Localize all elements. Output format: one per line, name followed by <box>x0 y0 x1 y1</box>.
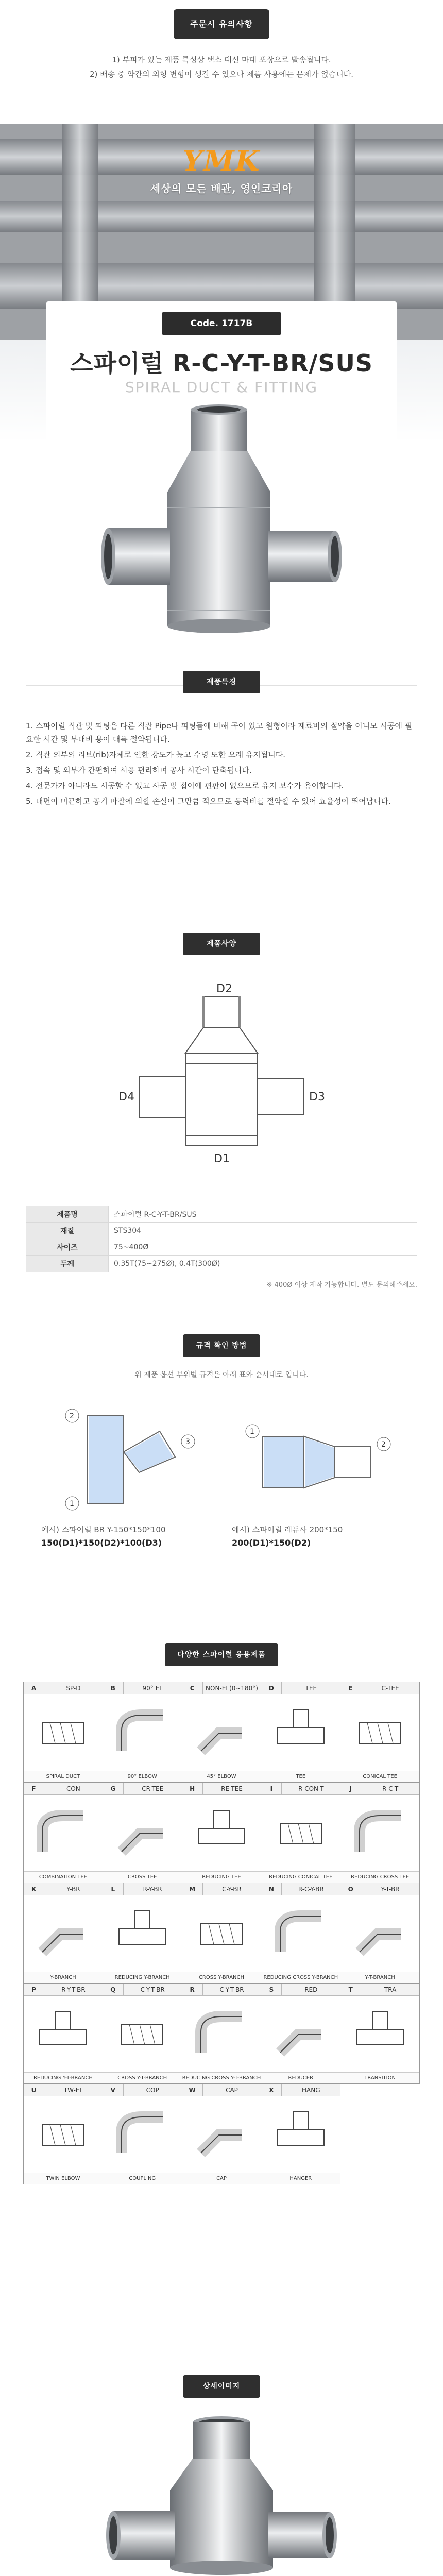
type-abbr: R-CON-T <box>298 1785 324 1792</box>
type-code: S <box>261 1984 282 1995</box>
type-abbr: TRA <box>384 1986 397 1993</box>
type-drawing <box>349 1901 411 1968</box>
product-type-cell <box>182 1783 262 1883</box>
product-type-cell <box>182 2084 262 2184</box>
type-abbr: TEE <box>305 1685 317 1692</box>
product-type-grid <box>23 1682 420 2184</box>
type-abbr: Y-T-BR <box>381 1886 400 1893</box>
spec-value: 75~400Ø <box>109 1239 417 1256</box>
type-header <box>261 1783 340 1795</box>
type-code: V <box>103 2084 124 2096</box>
example-size: 150(D1)*150(D2)*100(D3) <box>41 1538 162 1548</box>
type-abbr: RED <box>304 1986 318 1993</box>
example-reducer <box>232 1395 402 1548</box>
type-drawing <box>349 1800 411 1867</box>
type-abbr: CAP <box>226 2087 238 2094</box>
type-drawing <box>111 1800 173 1867</box>
type-header <box>340 1984 419 1996</box>
type-label: TWIN ELBOW <box>24 2173 103 2184</box>
product-type-cell <box>261 1984 340 2084</box>
type-label: CROSS TEE <box>103 1871 182 1883</box>
features-section <box>0 654 443 933</box>
type-abbr: COP <box>146 2087 159 2094</box>
detail-image-top <box>88 2413 355 2576</box>
type-label: SPIRAL DUCT <box>24 1771 103 1782</box>
type-abbr: NON-EL(0~180°) <box>206 1685 258 1692</box>
product-card <box>46 301 397 641</box>
product-code: Code. 1717B <box>162 312 281 335</box>
reducer-diagram <box>232 1395 402 1519</box>
product-type-cell <box>103 1783 182 1883</box>
spec-section <box>0 1195 443 1319</box>
type-code: W <box>182 2084 203 2096</box>
type-abbr: SP-D <box>66 1685 81 1692</box>
type-code: D <box>261 1682 282 1694</box>
type-label: CROSS Y-BRANCH <box>182 1972 261 1983</box>
feature-item: 1. 스파이럴 직관 및 피팅은 다른 직관 Pipe나 피팅들에 비해 곡이 있고 원형이라 재료비의 절약을 이니모 시공에 필요한 시간 및 부대비 용이 대폭 절약됩니다. <box>26 721 413 744</box>
example-label: 3 <box>185 1438 190 1446</box>
sizecheck-title: 규격 확인 방법 <box>183 1334 260 1357</box>
type-abbr: C-Y-T-BR <box>219 1986 244 1993</box>
type-drawing <box>191 1700 252 1767</box>
spec-key: 두께 <box>26 1256 109 1272</box>
product-type-cell <box>182 1984 262 2084</box>
order-notice-section <box>0 0 443 124</box>
type-code: M <box>182 1883 203 1895</box>
type-code: A <box>24 1682 44 1694</box>
type-abbr: C-Y-BR <box>222 1886 242 1893</box>
product-type-cell <box>340 1783 420 1883</box>
type-header <box>24 2084 103 2096</box>
type-code: I <box>261 1783 282 1794</box>
spec-note: ※ 400Ø 이상 제작 가능합니다. 별도 문의해주세요. <box>266 1281 417 1289</box>
type-label: HANGER <box>261 2173 340 2184</box>
type-label: REDUCING TEE <box>182 1871 261 1883</box>
type-drawing <box>270 1901 332 1968</box>
spec-table <box>26 1206 417 1272</box>
type-drawing <box>32 1800 94 1867</box>
type-code: C <box>182 1682 203 1694</box>
type-drawing <box>191 2001 252 2068</box>
type-drawing <box>32 2001 94 2068</box>
type-header <box>103 1783 182 1795</box>
type-code: R <box>182 1984 203 1995</box>
type-abbr: R-Y-T-BR <box>61 1986 86 1993</box>
applied-products-section <box>0 1628 443 2360</box>
type-abbr: CON <box>66 1785 80 1792</box>
spec-key: 사이즈 <box>26 1239 109 1256</box>
type-abbr: HANG <box>302 2087 320 2094</box>
type-code: X <box>261 2084 282 2096</box>
table-row <box>26 1256 417 1272</box>
product-type-cell <box>340 1883 420 1984</box>
product-type-cell <box>24 2084 103 2184</box>
logo-mark: YMK <box>182 144 261 177</box>
sizecheck-examples <box>41 1395 402 1548</box>
type-header <box>182 1883 261 1895</box>
spec-value: 스파이럴 R-C-Y-T-BR/SUS <box>109 1206 417 1223</box>
product-type-cell <box>103 1984 182 2084</box>
type-label: REDUCING CROSS TEE <box>340 1871 419 1883</box>
product-type-cell <box>103 2084 182 2184</box>
size-check-section <box>0 1319 443 1628</box>
type-header <box>24 1783 103 1795</box>
type-label: CONICAL TEE <box>340 1771 419 1782</box>
features-list <box>26 719 417 808</box>
spec-key: 제품명 <box>26 1206 109 1223</box>
product-type-cell <box>340 1682 420 1783</box>
feature-item: 5. 내면이 미끈하고 공기 마찰에 의할 손실이 그만큼 적으므로 동력비를 절약할 수 있어 효율성이 뛰어납니다. <box>26 796 391 806</box>
spec-value: STS304 <box>109 1223 417 1239</box>
type-header <box>261 2084 340 2096</box>
type-abbr: C-Y-T-BR <box>140 1986 165 1993</box>
type-header <box>103 2084 182 2096</box>
type-abbr: CR-TEE <box>142 1785 164 1792</box>
type-label: REDUCING Y-T-BRANCH <box>24 2072 103 2083</box>
type-drawing <box>349 2001 411 2068</box>
type-label: 45° ELBOW <box>182 1771 261 1782</box>
example-caption: 예시) 스파이럴 레듀사 200*150 <box>232 1525 343 1534</box>
type-header <box>340 1883 419 1895</box>
type-header <box>24 1883 103 1895</box>
type-label: REDUCING CONICAL TEE <box>261 1871 340 1883</box>
type-label: REDUCING Y-BRANCH <box>103 1972 182 1983</box>
type-drawing <box>191 2102 252 2168</box>
type-label: Y-T-BRANCH <box>340 1972 419 1983</box>
product-type-cell <box>24 1984 103 2084</box>
type-abbr: C-TEE <box>381 1685 399 1692</box>
type-drawing <box>32 2102 94 2168</box>
type-label: 90° ELBOW <box>103 1771 182 1782</box>
product-type-cell <box>24 1783 103 1883</box>
type-drawing <box>191 1800 252 1867</box>
label-d3: D3 <box>309 1091 325 1104</box>
product-type-cell <box>261 1883 340 1984</box>
example-label: 2 <box>70 1412 74 1420</box>
example-y-branch <box>41 1395 211 1548</box>
type-header <box>261 1984 340 1996</box>
label-d2: D2 <box>216 982 232 995</box>
type-code: P <box>24 1984 44 1995</box>
type-code: K <box>24 1883 44 1895</box>
type-code: E <box>340 1682 361 1694</box>
table-row <box>26 1206 417 1223</box>
type-code: N <box>261 1883 282 1895</box>
type-drawing <box>270 1700 332 1767</box>
product-type-cell <box>261 1682 340 1783</box>
product-type-cell <box>182 1883 262 1984</box>
product-type-cell <box>103 1682 182 1783</box>
type-header <box>24 1984 103 1996</box>
type-header <box>103 1984 182 1996</box>
example-label: 1 <box>70 1500 74 1508</box>
product-type-cell <box>340 1984 420 2084</box>
shape-title: 제품사양 <box>183 933 260 955</box>
type-drawing <box>270 2102 332 2168</box>
type-drawing <box>32 1700 94 1767</box>
label-d1: D1 <box>214 1153 230 1165</box>
product-type-cell <box>103 1883 182 1984</box>
type-drawing <box>270 1800 332 1867</box>
product-type-cell <box>182 1682 262 1783</box>
product-subtitle: SPIRAL DUCT & FITTING <box>125 379 318 396</box>
type-abbr: R-C-Y-BR <box>298 1886 324 1893</box>
type-header <box>261 1883 340 1895</box>
type-drawing <box>349 1700 411 1767</box>
feature-item: 3. 접속 및 외부가 간편하여 시공 편리하며 공사 시간이 단축됩니다. <box>26 766 252 775</box>
notice-title: 주문시 유의사항 <box>174 9 269 39</box>
brand-tagline: 세상의 모든 배관, 영인코리아 <box>150 182 293 195</box>
table-row <box>26 1223 417 1239</box>
type-code: U <box>24 2084 44 2096</box>
type-header <box>182 1783 261 1795</box>
detail-images-section <box>0 2360 443 2576</box>
type-code: G <box>103 1783 124 1794</box>
features-title: 제품특징 <box>183 671 260 693</box>
type-label: CAP <box>182 2173 261 2184</box>
type-drawing <box>111 2001 173 2068</box>
type-code: H <box>182 1783 203 1794</box>
feature-item: 2. 직관 외부의 리브(rib)자체로 인한 강도가 높고 수명 또한 오래 유지됩니다. <box>26 750 286 759</box>
type-label: REDUCING CROSS Y-BRANCH <box>261 1972 340 1983</box>
spec-value: 0.35T(75~275Ø), 0.4T(300Ø) <box>109 1256 417 1272</box>
type-label: Y-BRANCH <box>24 1972 103 1983</box>
type-code: Q <box>103 1984 124 1995</box>
type-label: TRANSITION <box>340 2072 419 2083</box>
type-drawing <box>111 2102 173 2168</box>
type-abbr: RE-TEE <box>221 1785 243 1792</box>
notice-line-1: 1) 부피가 있는 제품 특성상 택소 대신 마대 포장으로 발송됩니다. <box>112 55 331 64</box>
type-header <box>182 2084 261 2096</box>
example-label: 2 <box>381 1440 386 1449</box>
sizecheck-lead: 위 제품 옵션 부위별 규격은 아래 표와 순서대로 입니다. <box>134 1371 309 1379</box>
type-label: CROSS Y-T-BRANCH <box>103 2072 182 2083</box>
type-drawing <box>191 1901 252 1968</box>
type-drawing <box>111 1901 173 1968</box>
notice-line-2: 2) 배송 중 약간의 외형 변형이 생길 수 있으나 제품 사용에는 문제가 없습니다. <box>89 70 354 79</box>
type-code: J <box>340 1783 361 1794</box>
type-code: F <box>24 1783 44 1794</box>
type-abbr: TW-EL <box>63 2087 83 2094</box>
product-type-cell <box>261 1783 340 1883</box>
type-header <box>340 1682 419 1694</box>
type-code: T <box>340 1984 361 1995</box>
type-code: B <box>103 1682 124 1694</box>
type-label: REDUCER <box>261 2072 340 2083</box>
type-header <box>182 1682 261 1694</box>
y-branch-diagram <box>41 1395 211 1519</box>
example-label: 1 <box>250 1428 254 1436</box>
type-code: O <box>340 1883 361 1895</box>
type-label: COUPLING <box>103 2173 182 2184</box>
type-code: L <box>103 1883 124 1895</box>
type-drawing <box>111 1700 173 1767</box>
brand-logo <box>0 144 443 195</box>
dimension-diagram <box>103 976 340 1172</box>
spec-key: 재질 <box>26 1223 109 1239</box>
example-size: 200(D1)*150(D2) <box>232 1538 311 1548</box>
product-type-cell <box>261 2084 340 2184</box>
type-header <box>24 1682 103 1694</box>
hero-section <box>0 124 443 654</box>
detail-title: 상세이미지 <box>183 2375 260 2398</box>
type-drawing <box>32 1901 94 1968</box>
types-title: 다양한 스파이럴 응용제품 <box>165 1643 278 1666</box>
feature-item: 4. 전문가가 아니라도 시공할 수 있고 사공 및 접이에 편판이 없으므로 유지 보수가 용이합니다. <box>26 781 344 790</box>
type-abbr: Y-BR <box>66 1886 80 1893</box>
label-d4: D4 <box>118 1091 134 1104</box>
type-header <box>103 1883 182 1895</box>
type-header <box>261 1682 340 1694</box>
table-row <box>26 1239 417 1256</box>
example-caption: 예시) 스파이럴 BR Y-150*150*100 <box>41 1525 166 1534</box>
type-abbr: 90° EL <box>142 1685 163 1692</box>
product-main-image <box>88 404 355 636</box>
type-header <box>182 1984 261 1996</box>
product-shape-section <box>0 933 443 1195</box>
type-header <box>103 1682 182 1694</box>
type-label: COMBINATION TEE <box>24 1871 103 1883</box>
type-abbr: R-Y-BR <box>143 1886 162 1893</box>
product-type-cell <box>24 1883 103 1984</box>
type-label: REDUCING CROSS Y-T-BRANCH <box>182 2072 261 2083</box>
type-label: TEE <box>261 1771 340 1782</box>
product-title: 스파이럴 R-C-Y-T-BR/SUS <box>70 349 373 377</box>
product-type-cell <box>24 1682 103 1783</box>
type-header <box>340 1783 419 1795</box>
type-abbr: R-C-T <box>382 1785 399 1792</box>
type-drawing <box>270 2001 332 2068</box>
